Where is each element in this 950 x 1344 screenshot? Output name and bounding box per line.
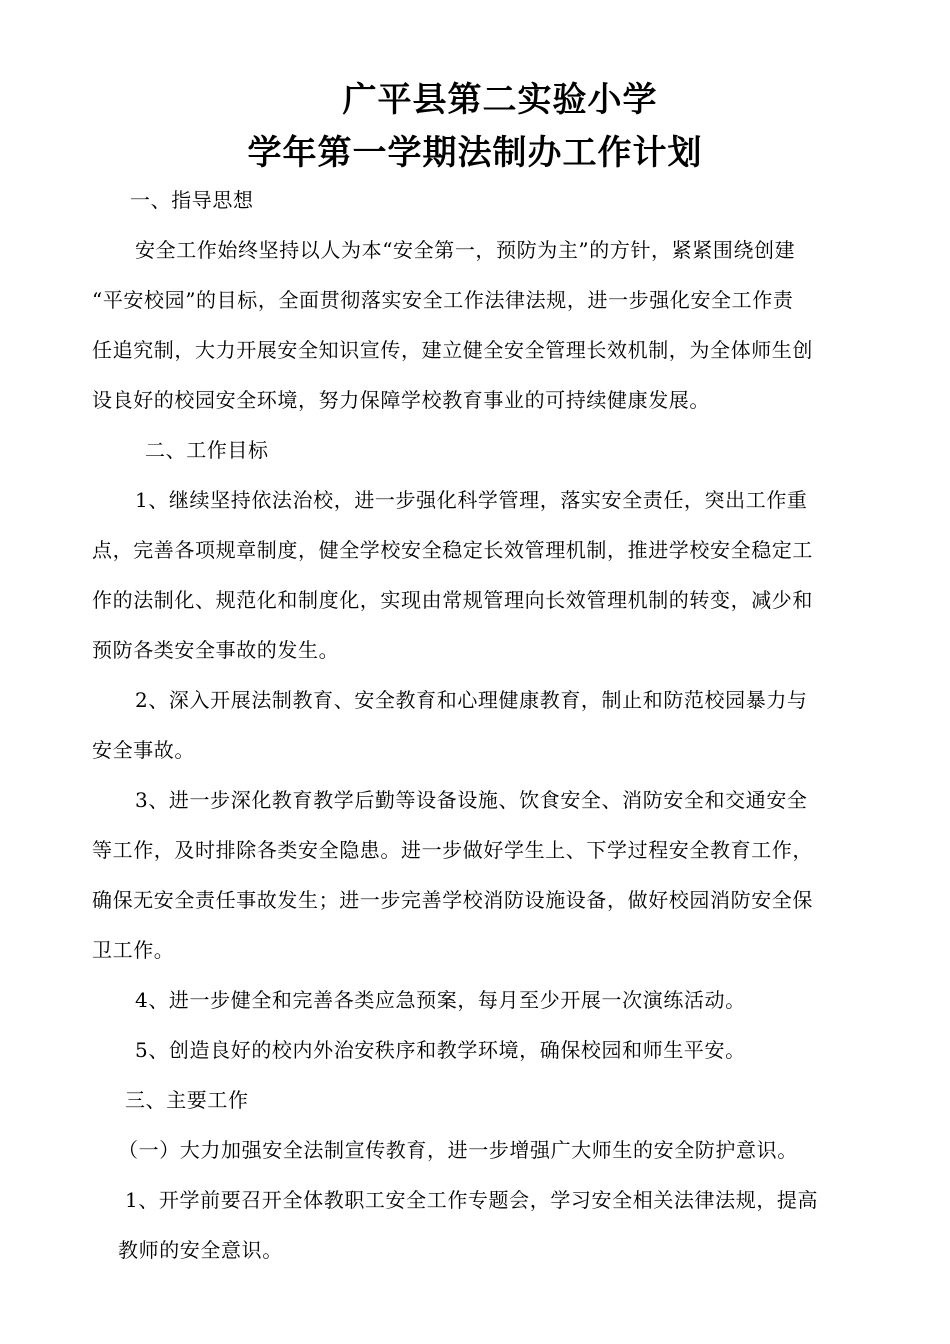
paragraph-line: 安全工作始终坚持以人为本“安全第一，预防为主”的方针，紧紧围绕创建	[135, 238, 796, 262]
paragraph-line: 1、继续坚持依法治校，进一步强化科学管理，落实安全责任，突出工作重	[135, 488, 808, 512]
paragraph-line: 安全事故。	[92, 738, 195, 762]
paragraph-line: 点，完善各项规章制度，健全学校安全稳定长效管理机制，推进学校安全稳定工	[92, 538, 813, 562]
section-heading-work-goals: 二、工作目标	[145, 438, 269, 462]
paragraph-line: 等工作，及时排除各类安全隐患。进一步做好学生上、下学过程安全教育工作，	[92, 838, 813, 862]
paragraph-line: 卫工作。	[92, 938, 175, 962]
paragraph-line: 设良好的校园安全环境，努力保障学校教育事业的可持续健康发展。	[92, 388, 710, 412]
paragraph-line: “平安校园”的目标，全面贯彻落实安全工作法律法规，进一步强化安全工作责	[92, 288, 794, 312]
paragraph-line: 3、进一步深化教育教学后勤等设备设施、饮食安全、消防安全和交通安全	[135, 788, 808, 812]
paragraph-line: 2、深入开展法制教育、安全教育和心理健康教育，制止和防范校园暴力与	[135, 688, 808, 712]
section-heading-main-work: 三、主要工作	[125, 1088, 249, 1112]
paragraph-line: 5、创造良好的校内外治安秩序和教学环境，确保校园和师生平安。	[135, 1038, 746, 1062]
paragraph-line: 4、进一步健全和完善各类应急预案，每月至少开展一次演练活动。	[135, 988, 746, 1012]
subsection-heading: （一）大力加强安全法制宣传教育，进一步增强广大师生的安全防护意识。	[118, 1138, 798, 1162]
section-heading-guiding-thought: 一、指导思想	[130, 188, 254, 212]
paragraph-line: 作的法制化、规范化和制度化，实现由常规管理向长效管理机制的转变，减少和	[92, 588, 813, 612]
paragraph-line: 教师的安全意识。	[118, 1238, 283, 1262]
document-title-line2: 学年第一学期法制办工作计划	[247, 133, 703, 173]
paragraph-line: 确保无安全责任事故发生；进一步完善学校消防设施设备，做好校园消防安全保	[92, 888, 813, 912]
paragraph-line: 任追究制，大力开展安全知识宣传，建立健全安全管理长效机制，为全体师生创	[92, 338, 813, 362]
paragraph-line: 1、开学前要召开全体教职工安全工作专题会，学习安全相关法律法规，提高	[125, 1188, 819, 1212]
paragraph-line: 预防各类安全事故的发生。	[92, 638, 340, 662]
document-title-line1: 广平县第二实验小学	[342, 80, 658, 120]
